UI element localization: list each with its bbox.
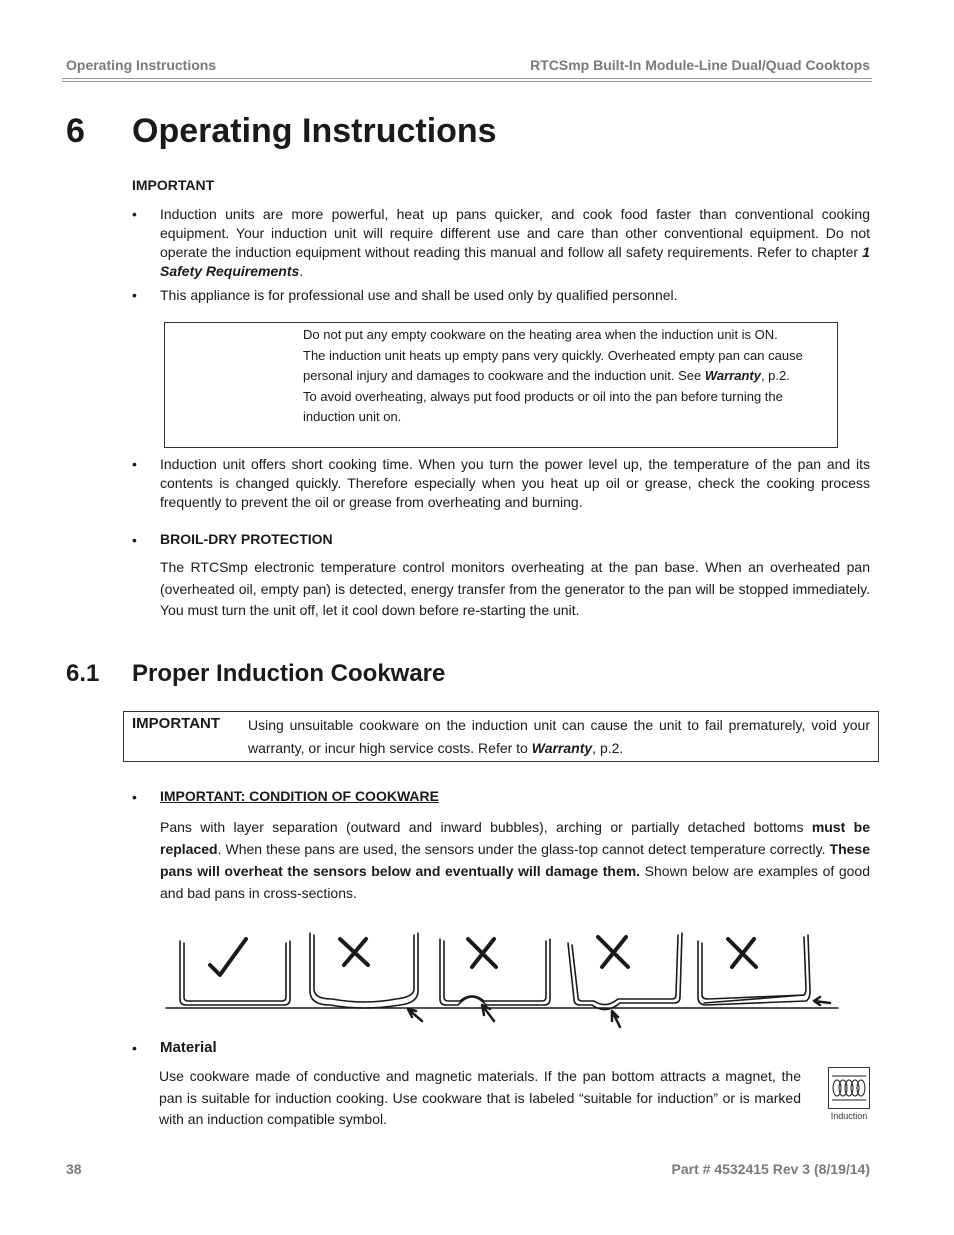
chapter-title — [66, 112, 497, 151]
warning-line-2 — [303, 346, 829, 387]
material-heading: Material — [160, 1039, 217, 1056]
warning-text — [303, 325, 829, 428]
condition-text-1: Pans with layer separation (outward and inward bubbles), arching or partially detached bottoms — [160, 819, 812, 835]
pan-cross-sections-figure — [160, 925, 842, 1035]
chapter-title-text: Operating Instructions — [132, 112, 497, 150]
arrow-icon — [408, 1009, 422, 1021]
important-box-text — [248, 714, 870, 760]
bullet-end: . — [299, 263, 304, 279]
bullet-text: Induction units are more powerful, heat up pans quicker, and cook food faster than conventional cooking equipment. Your induction unit will require different use and care than other conventional equipment. Do not operate the induction equipment without reading this manual and follow all safety requirements. Refer to chapter — [160, 206, 870, 260]
broil-dry-heading: BROIL-DRY PROTECTION — [160, 531, 333, 547]
warning-line-2-text: The induction unit heats up empty pans very quickly. Overheated empty pan can cause personal injury and damages to cookware and the induction unit. See — [303, 347, 803, 384]
warning-box — [164, 322, 838, 448]
warranty-ref: Warranty — [704, 368, 761, 384]
warranty-ref-suffix: , p.2. — [760, 368, 790, 384]
material-text: Use cookware made of conductive and magnetic materials. If the pan bottom attracts a magnet, the pan is suitable for induction cooking. Use cookware that is labeled “suitable for induction” or is marked with an induction compatible symbol. — [159, 1068, 801, 1127]
header-rule-top — [62, 78, 872, 79]
induction-symbol-icon — [828, 1067, 870, 1109]
cross-mark-icon — [598, 937, 628, 967]
important-box-label: IMPORTANT — [132, 715, 221, 732]
bullet-induction-power — [160, 205, 870, 281]
warranty-ref-suffix: , p.2. — [592, 740, 624, 756]
cross-mark-icon — [468, 939, 496, 967]
warning-line-3: To avoid overheating, always put food products or oil into the pan before turning the induction unit on. — [303, 388, 783, 425]
bullet-marker: • — [132, 1040, 137, 1056]
bullet-marker: • — [132, 789, 137, 805]
running-header-right: RTCSmp Built-In Module-Line Dual/Quad Cooktops — [530, 57, 870, 73]
header-rule-bottom — [62, 81, 872, 82]
condition-bold-2: These pans will overheat the sensors below and eventually will damage them. — [160, 841, 870, 879]
arrow-icon — [612, 1011, 620, 1027]
cross-mark-icon — [340, 939, 368, 965]
bullet-short-cooking-time: Induction unit offers short cooking time. When you turn the power level up, the temperature of the pan and its contents is changed quickly. Therefore especially when you heat up oil or grease, check the cooking process frequently to prevent the oil or grease from overheating and burning. — [160, 456, 870, 510]
important-heading: IMPORTANT — [132, 177, 215, 193]
bad-pan-detached-bottom — [698, 935, 830, 1005]
part-number: Part # 4532415 Rev 3 (8/19/14) — [671, 1161, 870, 1177]
induction-symbol-label: Induction — [830, 1111, 868, 1121]
safety-requirements-ref: 1 Safety Requirements — [160, 244, 870, 279]
warranty-ref: Warranty — [531, 740, 593, 756]
check-mark-icon — [210, 939, 246, 975]
warning-line-1: Do not put any empty cookware on the heating area when the induction unit is ON. — [303, 327, 778, 342]
section-title-text: Proper Induction Cookware — [132, 660, 446, 687]
important-box-body: Using unsuitable cookware on the induction unit can cause the unit to fail prematurely, void your warranty, or incur high service costs. Refer to — [248, 717, 870, 756]
bullet-marker: • — [132, 287, 137, 303]
condition-text-2: . When these pans are used, the sensors under the glass-top cannot detect temperature correctly. — [217, 841, 830, 857]
bullet-professional-use: This appliance is for professional use and shall be used only by qualified personnel. — [160, 287, 678, 303]
good-pan — [180, 939, 290, 1005]
cross-mark-icon — [728, 939, 756, 967]
broil-dry-text: The RTCSmp electronic temperature control monitors overheating at the pan base. When an overheated pan (overheated oil, empty pan) is detected, energy transfer from the generator to the pan will be stopped immediately. You must turn the unit off, let it cool down before re-starting the unit. — [160, 559, 870, 618]
arrow-icon — [814, 997, 830, 1005]
condition-heading: IMPORTANT: CONDITION OF COOKWARE — [160, 788, 439, 804]
bullet-marker: • — [132, 456, 137, 472]
chapter-number: 6 — [66, 112, 85, 150]
bullet-marker: • — [132, 532, 137, 548]
running-header-left: Operating Instructions — [66, 57, 217, 73]
condition-text-3: Shown below are examples of good and bad pans in cross-sections. — [160, 863, 870, 901]
bad-pan-outward-bubble — [568, 933, 682, 1027]
page-number: 38 — [66, 1161, 82, 1177]
important-box — [123, 711, 879, 762]
section-number: 6.1 — [66, 660, 100, 687]
condition-text — [160, 816, 870, 904]
section-title — [66, 660, 445, 688]
bullet-marker: • — [132, 206, 137, 222]
condition-bold-1: must be replaced — [160, 819, 870, 857]
